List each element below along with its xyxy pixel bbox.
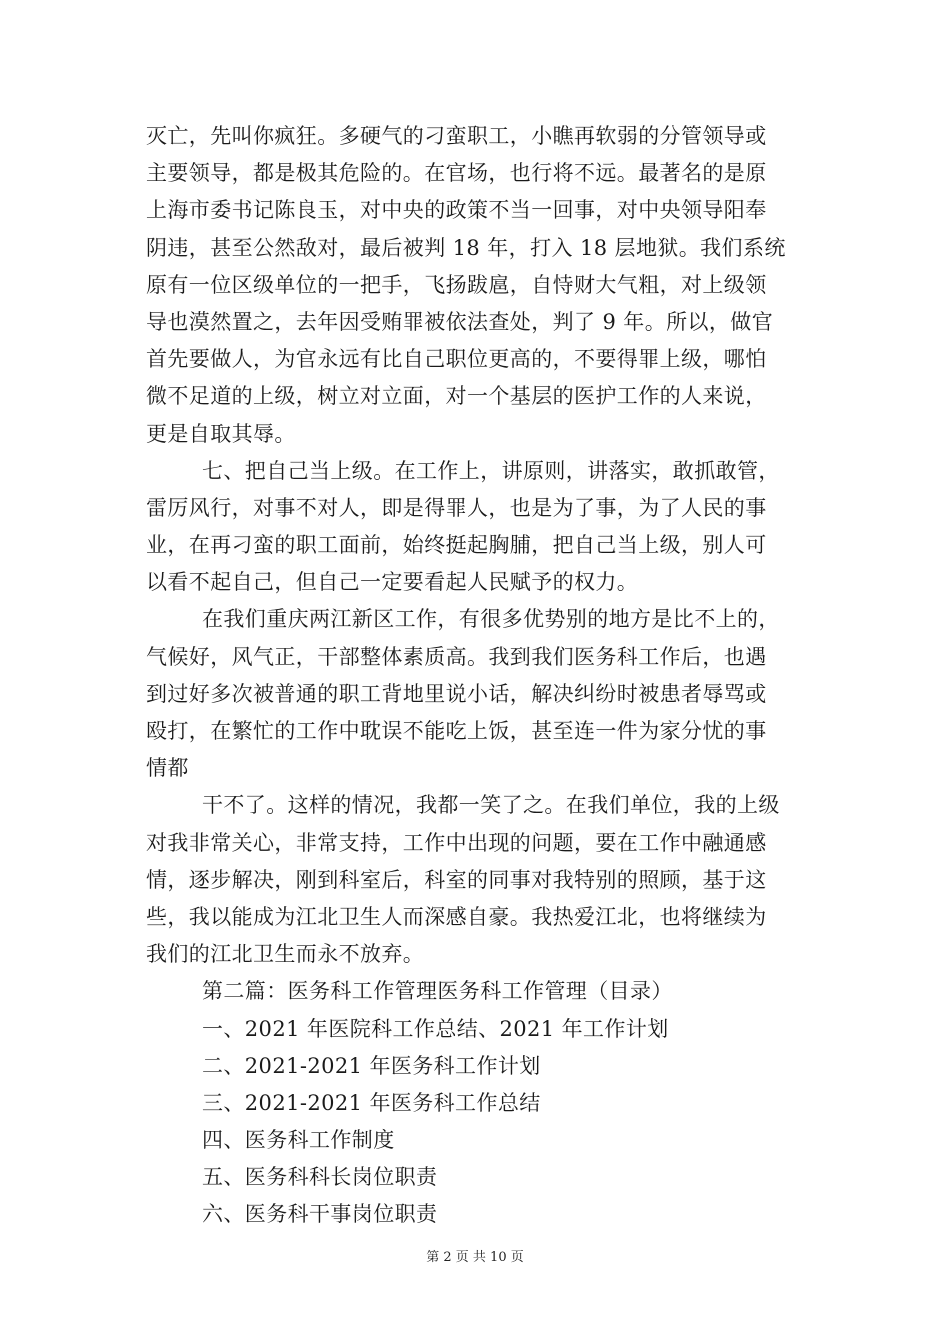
text-line: 到过好多次被普通的职工背地里说小话，解决纠纷时被患者辱骂或 (146, 681, 767, 706)
text-line: 原有一位区级单位的一把手，飞扬跋扈，自恃财大气粗，对上级领 (146, 272, 767, 297)
text-line: 三、2021-2021 年医务科工作总结 (202, 1090, 541, 1115)
text-line: 上海市委书记陈良玉，对中央的政策不当一回事，对中央领导阳奉 (146, 198, 767, 223)
text-line: 灭亡，先叫你疯狂。多硬气的刁蛮职工，小瞧再软弱的分管领导或 (146, 124, 767, 148)
text-line: 殴打，在繁忙的工作中耽误不能吃上饭，甚至连一件为家分忧的事 (146, 719, 767, 743)
text-line: 更是自取其辱。 (146, 421, 296, 446)
text-line: 气候好，风气正，干部整体素质高。我到我们医务科工作后，也遇 (146, 644, 767, 669)
text-line: 阴违，甚至公然敌对，最后被判 18 年，打入 18 层地狱。我们系统 (146, 235, 786, 260)
text-line: 首先要做人，为官永远有比自己职位更高的，不要得罪上级，哪怕 (146, 347, 767, 372)
text-line: 七、把自己当上级。在工作上，讲原则，讲落实，敢抓敢管， (202, 458, 780, 483)
text-line: 六、医务科干事岗位职责 (202, 1202, 438, 1227)
text-line: 五、医务科科长岗位职责 (202, 1165, 438, 1190)
text-line: 干不了。这样的情况，我都一笑了之。在我们单位，我的上级 (202, 793, 780, 818)
text-line: 在我们重庆两江新区工作，有很多优势别的地方是比不上的， (202, 607, 780, 632)
text-line: 雷厉风行，对事不对人，即是得罪人，也是为了事，为了人民的事 (146, 495, 767, 520)
text-line: 导也漠然置之，去年因受贿罪被依法查处，判了 9 年。所以，做官 (146, 309, 774, 334)
text-line: 微不足道的上级，树立对立面，对一个基层的医护工作的人来说， (146, 384, 767, 409)
text-line: 二、2021-2021 年医务科工作计划 (202, 1053, 541, 1078)
text-line: 些，我以能成为江北卫生人而深感自豪。我热爱江北，也将继续为 (146, 904, 767, 929)
text-line: 四、医务科工作制度 (202, 1128, 395, 1153)
text-line: 第二篇：医务科工作管理医务科工作管理（目录） (202, 979, 673, 1004)
text-line: 情都 (146, 756, 189, 781)
text-line: 业，在再刁蛮的职工面前，始终挺起胸脯，把自己当上级，别人可 (146, 533, 767, 558)
document-body (146, 118, 808, 1234)
text-line: 我们的江北卫生而永不放弃。 (146, 942, 425, 967)
text-line: 情，逐步解决，刚到科室后，科室的同事对我特别的照顾，基于这 (146, 867, 767, 892)
text-line: 以看不起自己，但自己一定要看起人民赋予的权力。 (146, 570, 639, 595)
text-line: 一、2021 年医院科工作总结、2021 年工作计划 (202, 1016, 669, 1041)
text-line: 对我非常关心，非常支持，工作中出现的问题，要在工作中融通感 (146, 830, 767, 855)
text-line: 主要领导，都是极其危险的。在官场，也行将不远。最著名的是原 (146, 161, 767, 186)
page-footer: 第 2 页 共 10 页 (426, 1250, 524, 1265)
